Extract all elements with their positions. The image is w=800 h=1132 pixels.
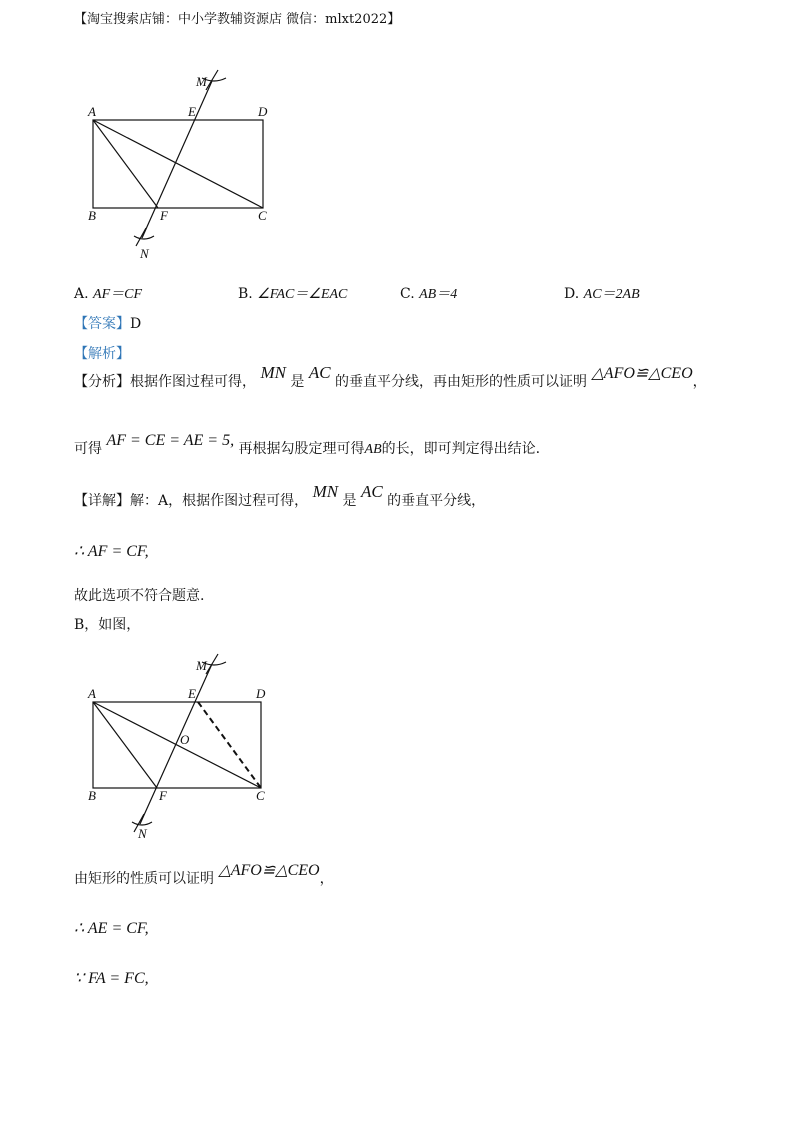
label-e-2: E — [188, 686, 196, 701]
answer-tag: 【答案】 — [74, 316, 130, 332]
geometry-figure-1 — [80, 68, 290, 268]
label-c: C — [258, 208, 267, 223]
label-d: D — [258, 104, 268, 119]
jiexi-tag: 【解析】 — [74, 346, 130, 362]
label-o-2: O — [180, 732, 190, 747]
line-mn-2 — [140, 664, 212, 824]
label-e: E — [188, 104, 196, 119]
segment-af — [93, 120, 158, 208]
label-f: F — [160, 208, 168, 223]
diagonal-ac-2 — [93, 702, 261, 788]
label-a: A — [88, 104, 96, 119]
label-b-2: B — [88, 788, 96, 803]
label-b: B — [88, 208, 96, 223]
label-f-2: F — [159, 788, 167, 803]
detail-line-af-cf: ∴ AF = CF, — [74, 543, 149, 560]
detail-line-congruence: 由矩形的性质可以证明 △AFO≌△CEO， — [74, 862, 334, 887]
label-d-2: D — [256, 686, 266, 701]
diagonal-ac — [93, 120, 263, 208]
label-m: M — [196, 74, 207, 89]
detail-line-1: 【详解】解：A，根据作图过程可得， MN 是 AC 的垂直平分线， — [74, 482, 486, 509]
analysis-line-1: 【分析】根据作图过程可得， MN 是 AC 的垂直平分线，再由矩形的性质可以证明 △AFO≌△CEO， — [74, 363, 707, 390]
label-c-2: C — [256, 788, 265, 803]
label-m-2: M — [196, 658, 207, 673]
answer-line — [74, 313, 141, 333]
detail-line-b: B，如图， — [74, 617, 141, 633]
header-banner: 【淘宝搜索店铺：中小学教辅资源店 微信：mlxt2022】 — [74, 12, 401, 27]
dashed-ec — [198, 702, 261, 788]
detail-line-ae-cf: ∴ AE = CF, — [74, 920, 149, 937]
option-d: D. AC＝2AB — [564, 286, 640, 302]
option-c: C. AB＝4 — [400, 286, 458, 302]
segment-af-2 — [93, 702, 157, 788]
label-n: N — [140, 246, 149, 261]
arc-n — [134, 236, 154, 239]
detail-line-fa-fc: ∵ FA = FC, — [74, 970, 149, 987]
line-mn — [142, 81, 212, 238]
option-b: B. ∠FAC＝∠EAC — [238, 286, 348, 302]
analysis-line-2: 可得 AF = CE = AE = 5, 再根据勾股定理可得AB的长，即可判定得出结论. — [74, 432, 541, 457]
option-a: A. AF＝CF — [74, 286, 143, 302]
label-a-2: A — [88, 686, 96, 701]
geometry-figure-2 — [80, 652, 290, 847]
detail-line-not-match: 故此选项不符合题意. — [74, 588, 205, 604]
label-n-2: N — [138, 826, 147, 841]
answer-value: D — [130, 316, 142, 332]
